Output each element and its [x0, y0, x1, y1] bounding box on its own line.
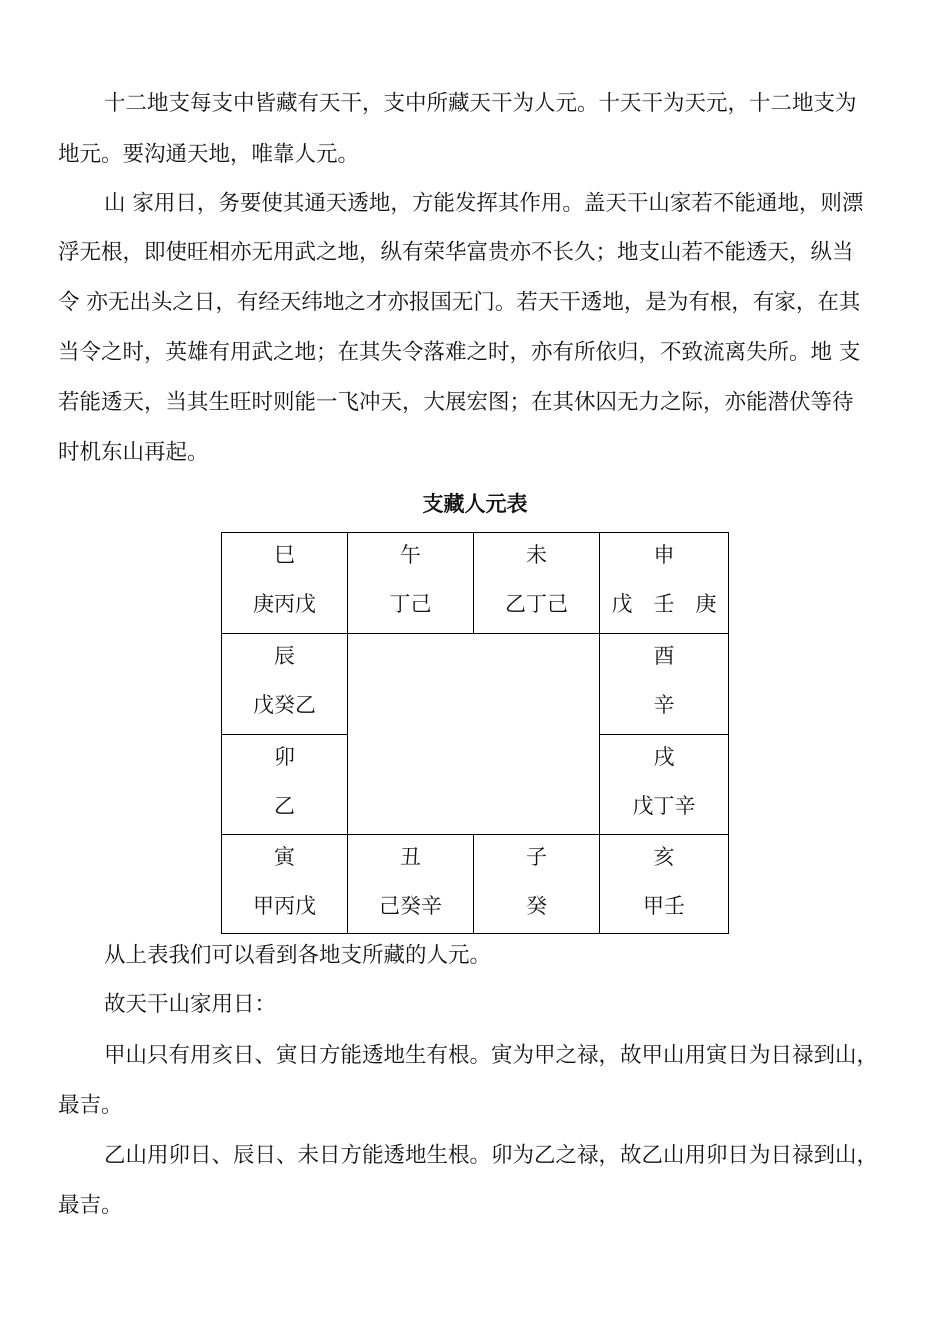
cell-hai: [600, 835, 728, 933]
cell-si: [222, 533, 347, 633]
paragraph-2-line-1: 山 家用日，务要使其通天透地，方能发挥其作用。盖天干山家若不能通地，则漂: [104, 191, 864, 216]
branch-label: 亥: [653, 845, 675, 869]
cell-chen: [222, 634, 347, 734]
branch-label: 未: [526, 543, 547, 567]
cell-wei: [474, 533, 599, 633]
cell-yin: [222, 835, 347, 933]
hidden-stems: 戊癸乙: [253, 693, 316, 717]
paragraph-2-line-3: 令 亦无出头之日，有经天纬地之才亦报国无门。若天干透地，是为有根，有家，在其: [58, 290, 861, 315]
paragraph-3: 从上表我们可以看到各地支所藏的人元。: [104, 943, 492, 968]
hidden-stems: 甲丙戊: [253, 894, 316, 918]
cell-wu: [348, 533, 473, 633]
cell-shen: [600, 533, 728, 633]
hidden-stems: 甲壬: [643, 894, 685, 918]
cell-mao: [222, 735, 347, 834]
grid-line: [347, 633, 348, 834]
hidden-stems: 乙丁己: [505, 592, 568, 616]
hidden-stems: 癸: [526, 894, 547, 918]
paragraph-2-line-6: 时机东山再起。: [58, 440, 209, 465]
hidden-stems: 辛: [653, 693, 675, 717]
cell-chou: [348, 835, 473, 933]
paragraph-4: 故天干山家用日：: [104, 992, 277, 1017]
branch-label: 酉: [653, 644, 675, 668]
hidden-stems: 丁己: [389, 592, 432, 616]
hidden-stems: 戊 壬 庚: [611, 592, 717, 616]
branch-label: 辰: [274, 644, 295, 668]
cell-zi: [474, 835, 599, 933]
branch-label: 丑: [400, 845, 421, 869]
branch-stems-table: [221, 532, 729, 934]
paragraph-6-line-2: 最吉。: [58, 1193, 123, 1218]
branch-label: 寅: [274, 845, 295, 869]
hidden-stems: 庚丙戊: [253, 592, 316, 616]
branch-label: 子: [526, 845, 547, 869]
cell-xu: [600, 735, 728, 834]
branch-label: 戌: [653, 745, 675, 769]
paragraph-5-line-1: 甲山只有用亥日、寅日方能透地生有根。寅为甲之禄，故甲山用寅日为日禄到山，: [104, 1043, 879, 1068]
paragraph-2-line-4: 当令之时，英雄有用武之地；在其失令落难之时，亦有所依归，不致流离失所。地 支: [58, 340, 861, 365]
paragraph-2-line-2: 浮无根，即使旺相亦无用武之地，纵有荣华富贵亦不长久；地支山若不能透天，纵当: [58, 240, 854, 265]
branch-label: 申: [653, 543, 675, 567]
branch-label: 卯: [274, 745, 295, 769]
branch-label: 巳: [274, 543, 295, 567]
table-title: 支藏人元表: [422, 492, 528, 516]
paragraph-1-line-2: 地元。要沟通天地，唯靠人元。: [58, 142, 360, 167]
hidden-stems: 己癸辛: [379, 894, 442, 918]
paragraph-2-line-5: 若能透天，当其生旺时则能一飞冲天，大展宏图；在其休囚无力之际，亦能潜伏等待: [58, 390, 854, 415]
paragraph-5-line-2: 最吉。: [58, 1093, 123, 1118]
cell-you: [600, 634, 728, 734]
hidden-stems: 乙: [274, 794, 295, 818]
paragraph-6-line-1: 乙山用卯日、辰日、未日方能透地生根。卯为乙之禄，故乙山用卯日为日禄到山，: [104, 1143, 879, 1168]
hidden-stems: 戊丁辛: [632, 794, 696, 818]
branch-label: 午: [400, 543, 421, 567]
paragraph-1-line-1: 十二地支每支中皆藏有天干，支中所藏天干为人元。十天干为天元，十二地支为: [104, 91, 857, 116]
